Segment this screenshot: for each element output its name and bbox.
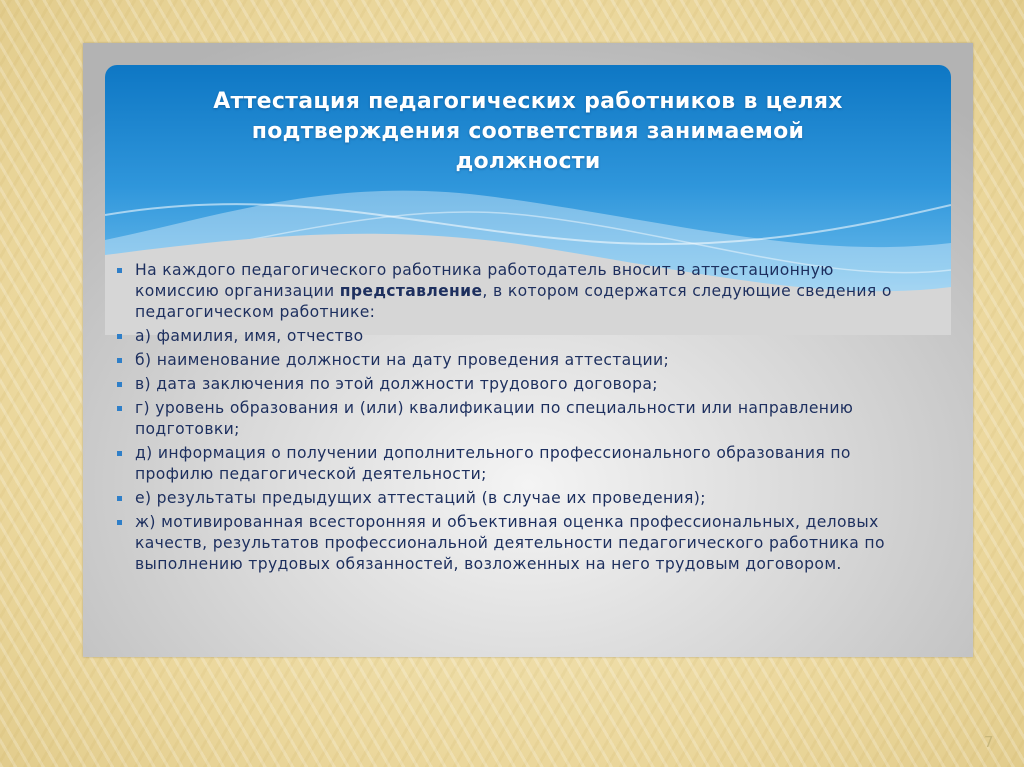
bullet-square-icon bbox=[117, 406, 122, 411]
bullet-square-icon bbox=[117, 451, 122, 456]
intro-text-end: , в котором содержатся следующие сведения о педагогическом работнике: bbox=[135, 282, 892, 321]
list-item-text: е) результаты предыдущих аттестаций (в случае их проведения); bbox=[135, 489, 706, 507]
intro-text: На каждого педагогического работника работодатель вносит в аттестационную комиссию организации bbox=[135, 261, 834, 300]
list-item bbox=[117, 443, 917, 485]
list-item bbox=[117, 374, 917, 395]
slide-title bbox=[105, 87, 951, 177]
list-item bbox=[117, 512, 917, 575]
bullet-list bbox=[117, 260, 917, 578]
list-item-intro bbox=[117, 260, 917, 323]
bullet-square-icon bbox=[117, 520, 122, 525]
list-item-text: г) уровень образования и (или) квалификации по специальности или направлению подготовки; bbox=[135, 399, 854, 438]
list-item-text: д) информация о получении дополнительного профессионального образования по профилю педагогической деятельности; bbox=[135, 444, 851, 483]
bullet-square-icon bbox=[117, 382, 122, 387]
list-item-text: б) наименование должности на дату проведения аттестации; bbox=[135, 351, 670, 369]
list-item-text: в) дата заключения по этой должности трудового договора; bbox=[135, 375, 658, 393]
list-item-text: ж) мотивированная всесторонняя и объективная оценка профессиональных, деловых качеств, результатов профессиональной деятельности педагогического работника по выполнению трудовых обязанностей, возложенных на него трудовым договором. bbox=[135, 513, 885, 573]
page-number: 7 bbox=[984, 733, 994, 751]
title-line: подтверждения соответствия занимаемой bbox=[251, 119, 805, 144]
list-item bbox=[117, 350, 917, 371]
list-item bbox=[117, 326, 917, 347]
bullet-square-icon bbox=[117, 334, 122, 339]
intro-bold-term: представление bbox=[339, 282, 483, 300]
bullet-square-icon bbox=[117, 358, 122, 363]
bullet-square-icon bbox=[117, 496, 122, 501]
list-item bbox=[117, 488, 917, 509]
bullet-square-icon bbox=[117, 268, 122, 273]
title-line: Аттестация педагогических работников в целях bbox=[213, 89, 843, 114]
list-item-text: а) фамилия, имя, отчество bbox=[135, 327, 364, 345]
list-item bbox=[117, 398, 917, 440]
title-line: должности bbox=[455, 149, 601, 174]
slide bbox=[83, 43, 973, 657]
